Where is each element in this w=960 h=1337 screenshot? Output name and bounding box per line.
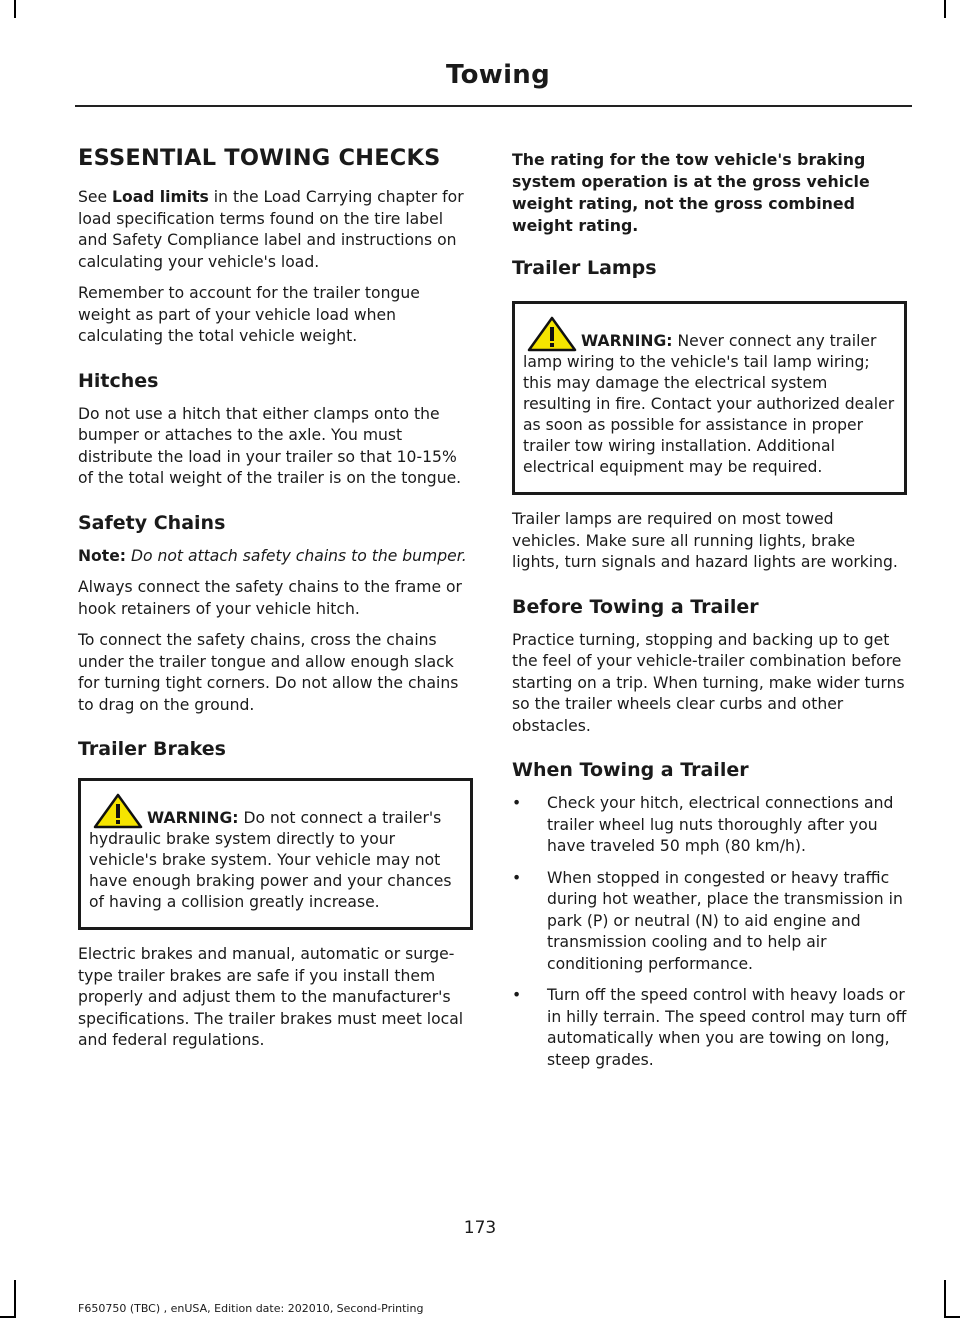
list-towing-tips [512, 793, 907, 1071]
paragraph-before-towing: Practice turning, stopping and backing up to get the feel of your vehicle-trailer combination before starting on a trip. When turning, make wider turns so the trailer wheels clear curbs and other obstacles. [512, 630, 905, 735]
note-label: Note: [78, 546, 127, 565]
bullet-marker: • [512, 986, 522, 1004]
bullet-marker: • [512, 868, 522, 887]
header-rule [75, 105, 912, 107]
warning-text-lamps [523, 316, 896, 478]
link-load-limits[interactable]: Load limits [112, 188, 209, 206]
text-load-limits-rest: in the Load Carrying chapter for load specification terms found on the tire label and Safety Compliance label and instructions on calculating your vehicle's load. [78, 188, 464, 271]
warning-label-brakes: WARNING: [147, 809, 239, 827]
bullet-marker: • [512, 794, 522, 812]
heading-hitches: Hitches [78, 369, 159, 392]
paragraph-braking-rating: The rating for the tow vehicle's braking system operation is at the gross vehicle weight rating, not the gross combined weight rating. [512, 150, 870, 235]
paragraph-chains-connect: Always connect the safety chains to the frame or hook retainers of your vehicle hitch. [78, 578, 462, 618]
heading-before-towing: Before Towing a Trailer [512, 595, 759, 618]
list-item-text: When stopped in congested or heavy traffic during hot weather, place the transmission in park (P) or neutral (N) to aid engine and transmission cooling and to help air conditioning performance. [547, 868, 903, 973]
list-item-text: Check your hitch, electrical connections and trailer wheel lug nuts thoroughly after you have traveled 50 mph (80 km/h). [547, 794, 894, 855]
heading-trailer-lamps: Trailer Lamps [512, 257, 657, 279]
running-header-title: Towing [446, 60, 550, 90]
warning-label-lamps: WARNING: [581, 332, 673, 350]
crop-mark-bottom-left-v [14, 1280, 16, 1318]
list-item-text: Turn off the speed control with heavy loads or in hilly terrain. The speed control may turn off automatically when you are towing on long, steep grades. [547, 986, 907, 1069]
note-text: Do not attach safety chains to the bumper. [126, 546, 467, 565]
heading-when-towing: When Towing a Trailer [512, 759, 749, 781]
paragraph-hitches: Do not use a hitch that either clamps onto the bumper or attaches to the axle. You must distribute the load in your trailer so that 10-15% of the total weight of the trailer is on the tongue. [78, 404, 462, 487]
warning-body-brakes: Do not connect a trailer's hydraulic brake system directly to your vehicle's brake system. Your vehicle may not have enough braking power and your chances of having a collision greatly increase. [89, 809, 452, 911]
crop-mark-bottom-right-h [944, 1316, 960, 1318]
paragraph-chains-cross: To connect the safety chains, cross the chains under the trailer tongue and allow enough slack for turning tight corners. Do not allow the chains to drag on the ground. [78, 631, 459, 714]
left-column [78, 145, 473, 1062]
paragraph-load-limits [78, 187, 473, 273]
crop-mark-bottom-right-v [944, 1280, 946, 1318]
warning-text-brakes [89, 793, 462, 913]
crop-mark-top-right [944, 0, 946, 18]
text-see: See [78, 188, 113, 206]
warning-triangle-icon [93, 793, 143, 829]
heading-safety-chains: Safety Chains [78, 511, 226, 534]
warning-box-brakes [78, 778, 473, 930]
warning-triangle-icon [527, 316, 577, 352]
warning-box-lamps [512, 301, 907, 495]
right-column [512, 145, 907, 1081]
paragraph-trailer-lamps: Trailer lamps are required on most towed vehicles. Make sure all running lights, brake lights, turn signals and hazard lights are working. [512, 510, 898, 571]
list-item [512, 868, 907, 976]
footer-edition: F650750 (TBC) , enUSA, Edition date: 202010, Second-Printing [78, 1302, 424, 1315]
page-number: 173 [463, 1218, 497, 1238]
note-safety-chains [78, 546, 473, 568]
heading-trailer-brakes: Trailer Brakes [78, 738, 226, 760]
paragraph-electric-brakes: Electric brakes and manual, automatic or surge-type trailer brakes are safe if you install them properly and adjust them to the manufacturer's specifications. The trailer brakes must meet local and federal regulations. [78, 945, 464, 1049]
list-item [512, 985, 907, 1071]
heading-essential-towing-checks: ESSENTIAL TOWING CHECKS [78, 145, 441, 171]
warning-body-lamps: Never connect any trailer lamp wiring to the vehicle's tail lamp wiring; this may damage the electrical system resulting in fire. Contact your authorized dealer as soon as possible for assistance in proper trailer tow wiring installation. Additional electrical equipment may be required. [523, 332, 895, 476]
crop-mark-top-left [14, 0, 16, 18]
list-item [512, 793, 907, 858]
paragraph-tongue-weight: Remember to account for the trailer tongue weight as part of your vehicle load when calculating the total vehicle weight. [78, 284, 420, 345]
